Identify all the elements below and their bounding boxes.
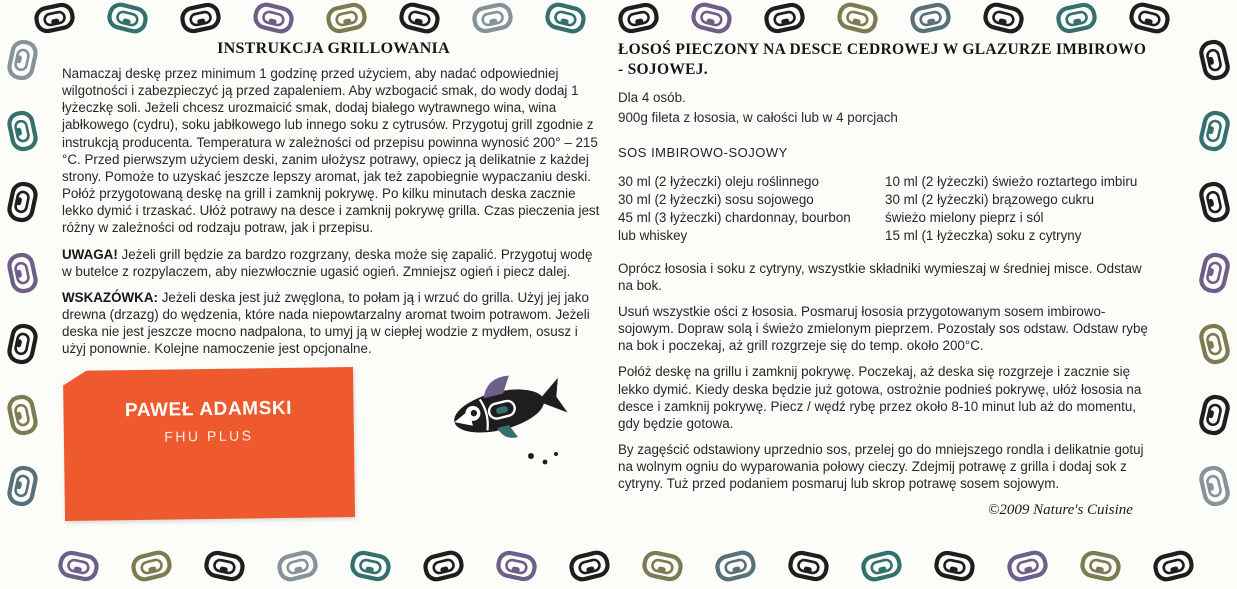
border-ovoid-icon [1196, 108, 1233, 154]
border-ovoid-icon [250, 0, 297, 37]
border-ovoid-icon [5, 37, 41, 83]
serving-size: Dla 4 osób. [618, 90, 686, 106]
border-ovoid-icon [566, 547, 613, 584]
border-ovoid-icon [470, 0, 516, 36]
border-ovoid-icon [32, 0, 78, 36]
ingredient-item: 45 ml (3 łyżeczki) chardonnay, bourbon [618, 209, 851, 225]
border-ovoid-icon [908, 0, 954, 36]
ingredients-column-left [618, 173, 885, 244]
border-ovoid-icon [1196, 463, 1233, 509]
border-ovoid-icon [104, 0, 151, 37]
ingredient-item: 30 ml (2 łyżeczki) sosu sojowego [618, 192, 814, 208]
ingredient-item: 10 ml (2 łyżeczki) świeżo roztartego imbiru [885, 174, 1138, 190]
instructions-paragraph: Namaczaj deskę przez minimum 1 godzinę przed użyciem, aby nadać odpowiedniej wilgotności i zabezpieczyć ją przed zapaleniem. Aby wzbogacić smak, do wody dodaj 1 łyżeczkę soli. Jeżeli chcesz urozmaicić smak, dodaj białego wytrawnego wina, wina jabłkowego (cydru), soku jabłkowego lub innego soku z cytrusów. Przygotuj grill zgodnie z instrukcją producenta. Temperatura w zależności od przepisu powinna wynosić 200° – 215 °C. Przed pierwszym użyciem deski, zanim ułożysz potrawy, opiecz ją delikatnie z każdej strony. Pomoże to uzyskać jeszcze lepszy aromat, jak też zapobiegnie wypaczaniu deski. Połóż przygotowaną deskę na grill i zamknij pokrywę. Po kilku minutach deska zacznie lekko dymić i trzaskać. Ułóż potrawy na desce i zamknij pokrywę grilla. Czas pieczenia jest różny w zależności od rodzaju potraw, jak i przepisu. [62, 66, 600, 236]
recipe-step: Oprócz łososia i soku z cytryny, wszystkie składniki wymieszaj w średniej misce. Odstaw na bok. [618, 260, 1142, 293]
right-section-title: ŁOSOŚ PIECZONY NA DESCE CEDROWEJ W GLAZURZE IMBIROWO - SOJOWEJ. [618, 41, 1147, 79]
sauce-title: SOS IMBIROWO-SOJOWY [618, 145, 788, 161]
border-ovoid-icon [274, 547, 321, 584]
ingredient-item: 15 ml (1 łyżeczka) soku z cytryny [885, 227, 1082, 243]
copyright-credit: ©2009 Nature's Cuisine [988, 502, 1133, 518]
border-ovoid-icon [1196, 250, 1233, 296]
border-ovoid-icon [5, 321, 41, 367]
tip-label: WSKAZÓWKA: [62, 289, 158, 305]
border-ovoid-icon [5, 463, 41, 509]
border-ovoid-icon [1196, 37, 1233, 83]
warning-text: Jeżeli grill będzie za bardzo rozgrzany, deska może się zapalić. Przygotuj wodę w butelce z rozpylaczem, aby niezwłocznie ugasić ogień. Zmniejsz ogień i piecz dalej. [62, 246, 593, 279]
border-ovoid-icon [348, 548, 394, 584]
recipe-step: By zagęścić odstawiony uprzednio sos, przelej go do mniejszego rondla i delikatnie gotuj na wolnym ogniu do wyparowania połowy cieczy. Zdejmij potrawę z grilla i dodaj sok z cytryny. Tuż przed podaniem posmaruj lub skrop potrawę sosem sojowym. [618, 442, 1144, 492]
ingredient-item: świeżo mielony pieprz i sól [885, 209, 1044, 225]
border-ovoid-icon [1196, 321, 1233, 367]
border-ovoid-icon [56, 548, 102, 584]
border-ovoid-icon [420, 547, 467, 584]
ingredients-list [618, 173, 1152, 244]
left-section-title: INSTRUKCJA GRILLOWANIA [217, 40, 450, 57]
ingredients-column-right [885, 173, 1152, 244]
border-ovoid-icon [1150, 547, 1197, 584]
tip-text: Jeżeli deska jest już zwęglona, to połam ją i wrzuć do grilla. Użyj jej jako drewna (drzazg) do wędzenia, które nada niepowtarzalny aromat twoim potrawom. Jeżeli deska nie jest jeszcze mocno nadpalona, to umyj ją w ciepłej wodzie z mydłem, osusz i użyj ponownie. Kolejne namoczenie jest opcjonalne. [62, 289, 590, 357]
border-ovoid-icon [786, 548, 832, 584]
border-ovoid-icon [688, 0, 735, 37]
tip-paragraph [62, 289, 605, 358]
card-person-name: PAWEŁ ADAMSKI [124, 397, 293, 421]
ingredient-item: 30 ml (2 łyżeczki) brązowego cukru [885, 192, 1095, 208]
warning-label: UWAGA! [62, 246, 118, 262]
border-ovoid-icon [932, 548, 978, 584]
border-ovoid-icon [1126, 0, 1173, 37]
recipe-step: Połóż deskę na grillu i zamknij pokrywę. Poczekaj, aż deska się rozgrzeje i zacznie się lekko dymić. Kiedy deska będzie już gotowa, ostrożnie podnieś pokrywę, ułóż łososia na desce i zamknij pokrywę. Piecz / wędź rybę przez około 8-10 minut lub aż do momentu, gdy będzie gotowa. [618, 364, 1142, 431]
border-ovoid-icon [128, 547, 175, 584]
border-ovoid-icon [494, 548, 540, 584]
border-ovoid-icon [5, 179, 41, 225]
border-ovoid-icon [640, 548, 686, 584]
recipe-step: Usuń wszystkie ości z łososia. Posmaruj łososia przygotowanym sosem imbirowo-sojowym. Dopraw solą i świeżo zmielonym pieprzem. Pozostały sos odstaw. Odstaw rybę na bok i poczekaj, aż grill rozgrzeje się do temp. około 200°C. [618, 303, 1148, 354]
business-card [63, 367, 355, 521]
salmon-fish-icon [443, 358, 568, 470]
ingredient-item: 30 ml (2 łyżeczki) oleju roślinnego [618, 174, 819, 190]
border-ovoid-icon [5, 108, 41, 154]
border-ovoid-icon [1078, 548, 1124, 584]
card-company-name: FHU PLUS [164, 426, 254, 445]
border-ovoid-icon [858, 547, 905, 584]
border-ovoid-icon [1196, 392, 1233, 438]
ingredient-item: lub whiskey [618, 227, 688, 243]
border-ovoid-icon [1004, 547, 1051, 584]
border-ovoid-icon [202, 548, 248, 584]
border-ovoid-icon [5, 392, 41, 438]
border-ovoid-icon [980, 0, 1027, 37]
border-ovoid-icon [712, 547, 759, 584]
border-ovoid-icon [324, 0, 370, 36]
grilling-instructions-section [62, 40, 605, 367]
border-ovoid-icon [1054, 0, 1100, 36]
border-ovoid-icon [1196, 179, 1233, 225]
border-ovoid-icon [542, 0, 589, 37]
border-ovoid-icon [396, 0, 443, 37]
border-ovoid-icon [5, 250, 41, 296]
salmon-recipe-section [618, 40, 1152, 501]
border-ovoid-icon [762, 0, 808, 36]
border-ovoid-icon [834, 0, 881, 37]
main-ingredient: 900g fileta z łososia, w całości lub w 4 porcjach [618, 110, 898, 126]
border-ovoid-icon [178, 0, 224, 36]
warning-paragraph [62, 246, 605, 280]
border-ovoid-icon [616, 0, 662, 36]
card-folded-corner [62, 370, 88, 386]
